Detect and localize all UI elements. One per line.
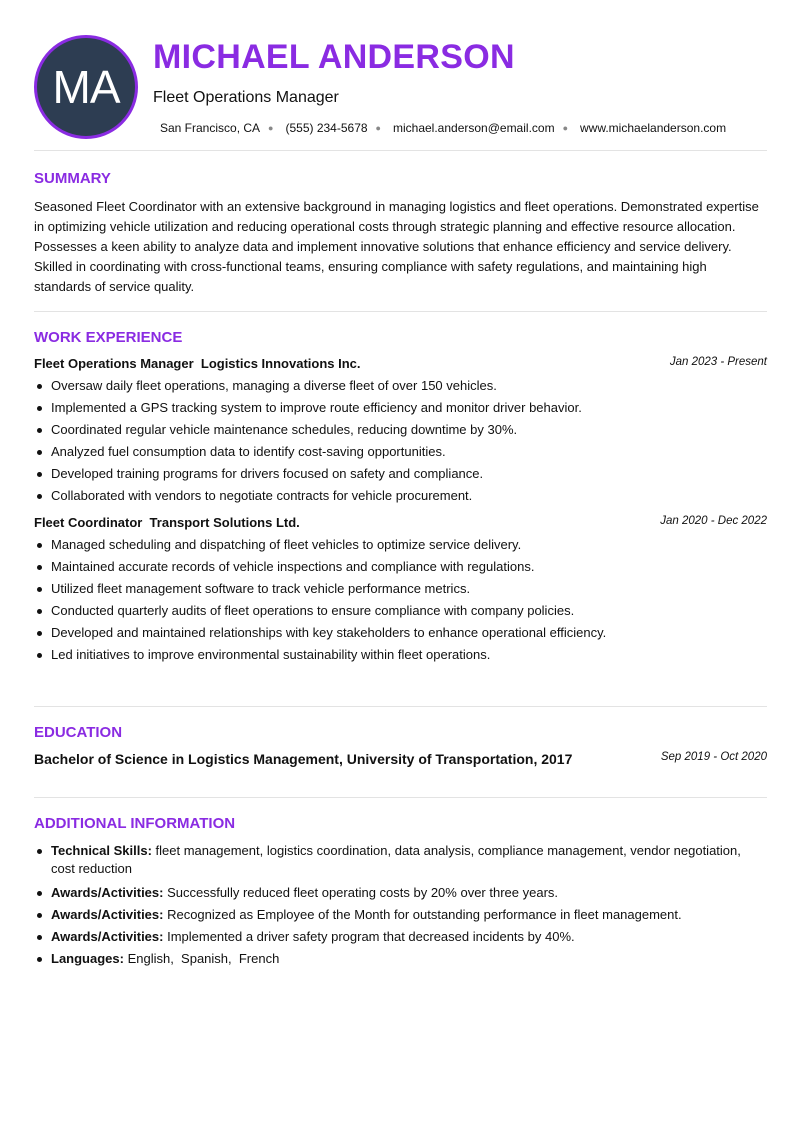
candidate-name: MICHAEL ANDERSON bbox=[153, 38, 515, 76]
item-label: Awards/Activities: bbox=[51, 907, 164, 922]
list-item: Developed and maintained relationships with key stakeholders to enhance operational efficiency. bbox=[34, 624, 767, 642]
item-text: Successfully reduced fleet operating costs by 20% over three years. bbox=[163, 885, 559, 900]
job-date: Jan 2023 - Present bbox=[669, 356, 767, 368]
job-entry bbox=[34, 356, 767, 505]
email[interactable]: michael.anderson@email.com bbox=[392, 121, 555, 135]
divider bbox=[34, 311, 767, 312]
summary-section bbox=[34, 170, 767, 297]
section-heading: SUMMARY bbox=[34, 170, 111, 187]
work-section bbox=[34, 329, 767, 668]
section-heading: WORK EXPERIENCE bbox=[34, 329, 183, 346]
location: San Francisco, CA bbox=[160, 121, 261, 135]
divider bbox=[34, 706, 767, 707]
job-date: Jan 2020 - Dec 2022 bbox=[660, 515, 767, 527]
job-role: Fleet Coordinator Transport Solutions Ltd. bbox=[34, 515, 300, 530]
section-heading: ADDITIONAL INFORMATION bbox=[34, 815, 236, 832]
degree: Bachelor of Science in Logistics Management, University of Transportation, 2017 bbox=[34, 751, 573, 767]
item-text: Recognized as Employee of the Month for outstanding performance in fleet management. bbox=[163, 907, 682, 922]
list-item: Maintained accurate records of vehicle inspections and compliance with regulations. bbox=[34, 558, 767, 576]
list-item: Oversaw daily fleet operations, managing a diverse fleet of over 150 vehicles. bbox=[34, 377, 767, 395]
phone: (555) 234-5678 bbox=[285, 121, 368, 135]
item-text: fleet management, logistics coordination, data analysis, compliance management, vendor negotiation, cost reduction bbox=[51, 843, 745, 876]
item-label: Awards/Activities: bbox=[51, 929, 164, 944]
list-item bbox=[34, 950, 767, 968]
contact-info bbox=[160, 121, 726, 135]
additional-section bbox=[34, 815, 767, 972]
list-item bbox=[34, 884, 767, 902]
list-item: Managed scheduling and dispatching of fleet vehicles to optimize service delivery. bbox=[34, 536, 767, 554]
list-item: Utilized fleet management software to track vehicle performance metrics. bbox=[34, 580, 767, 598]
job-role: Fleet Operations Manager Logistics Innovations Inc. bbox=[34, 356, 361, 371]
item-text: English, Spanish, French bbox=[123, 951, 280, 966]
website[interactable]: www.michaelanderson.com bbox=[580, 121, 727, 135]
list-item: Developed training programs for drivers focused on safety and compliance. bbox=[34, 465, 767, 483]
avatar: MA bbox=[34, 35, 138, 139]
job-entry bbox=[34, 515, 767, 664]
list-item bbox=[34, 906, 767, 924]
separator-dot: ● bbox=[562, 123, 569, 133]
item-label: Languages: bbox=[51, 951, 124, 966]
education-section bbox=[34, 724, 767, 767]
list-item: Implemented a GPS tracking system to improve route efficiency and monitor driver behavior. bbox=[34, 399, 767, 417]
job-title: Fleet Operations Manager bbox=[153, 89, 339, 106]
separator-dot: ● bbox=[268, 123, 274, 133]
separator-dot: ● bbox=[375, 123, 381, 133]
list-item: Coordinated regular vehicle maintenance schedules, reducing downtime by 30%. bbox=[34, 421, 767, 439]
list-item bbox=[34, 928, 767, 946]
list-item: Led initiatives to improve environmental sustainability within fleet operations. bbox=[34, 646, 767, 664]
section-heading: EDUCATION bbox=[34, 724, 123, 741]
item-text: Implemented a driver safety program that decreased incidents by 40%. bbox=[163, 929, 575, 944]
item-label: Awards/Activities: bbox=[51, 885, 164, 900]
list-item: Collaborated with vendors to negotiate contracts for vehicle procurement. bbox=[34, 487, 767, 505]
item-label: Technical Skills: bbox=[51, 843, 152, 858]
education-date: Sep 2019 - Oct 2020 bbox=[660, 751, 767, 763]
summary-text: Seasoned Fleet Coordinator with an extensive background in managing logistics and fleet operations. Demonstrated expertise in optimizing vehicle utilization and reducing operational costs through strategic planning and effective resource allocation. Possesses a keen ability to analyze data and implement innovative solutions that enhance efficiency and service delivery. Skilled in coordinating with cross-functional teams, ensuring compliance with safety regulations, and maintaining high standards of service quality. bbox=[34, 199, 759, 294]
list-item bbox=[34, 842, 767, 878]
divider bbox=[34, 797, 767, 798]
divider bbox=[34, 150, 767, 151]
list-item: Conducted quarterly audits of fleet operations to ensure compliance with company policies. bbox=[34, 602, 767, 620]
list-item: Analyzed fuel consumption data to identify cost-saving opportunities. bbox=[34, 443, 767, 461]
